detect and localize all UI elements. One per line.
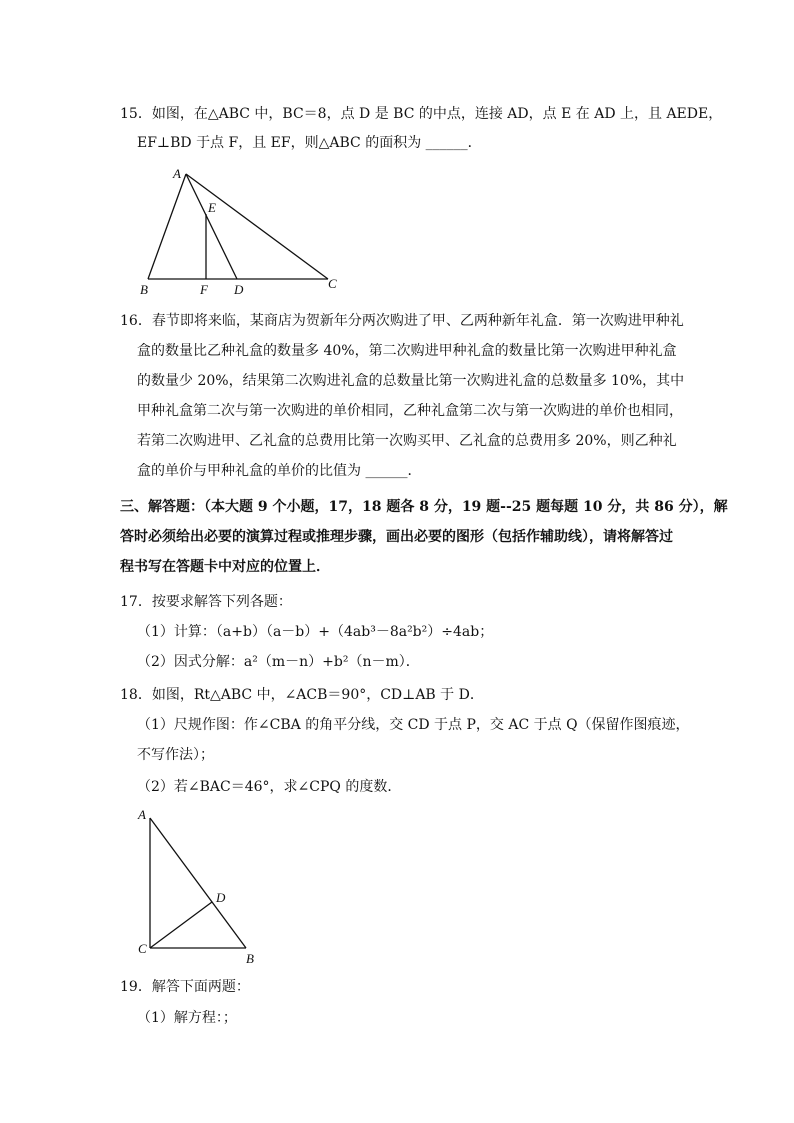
label-E: E	[208, 200, 216, 215]
q15-line-2: EF⊥BD 于点 F，且 EF，则△ABC 的面积为 ______．	[137, 135, 482, 151]
q15-triangle-figure	[130, 160, 350, 300]
q16-line-4: 甲种礼盒第二次与第一次购进的单价相同，乙种礼盒第二次与第一次购进的单价也相同，	[137, 403, 683, 419]
label-D: D	[216, 890, 226, 905]
label-B: B	[140, 282, 148, 297]
label-C: C	[138, 941, 147, 956]
q18-right-triangle-figure	[130, 805, 270, 970]
q18-part-2: （2）若∠BAC＝46°，求∠CPQ 的度数．	[137, 779, 402, 795]
q15-line-1: 15．如图，在△ABC 中，BC＝8，点 D 是 BC 的中点，连接 AD，点 E 在 AD 上，且 AEDE，	[120, 106, 723, 122]
label-B: B	[246, 951, 254, 966]
q16-line-3: 的数量少 20%，结果第二次购进礼盒的总数量比第一次购进礼盒的总数量多 10%，其中	[137, 373, 685, 389]
label-A: A	[173, 166, 181, 181]
q18-part-1-line-1: （1）尺规作图：作∠CBA 的角平分线，交 CD 于点 P，交 AC 于点 Q（保留作图痕迹，	[137, 717, 690, 733]
section3-line-1: 三、解答题：（本大题 9 个小题，17，18 题各 8 分，19 题--25 题每题 10 分，共 86 分），解	[120, 499, 728, 515]
q16-line-6: 盒的单价与甲种礼盒的单价的比值为 ______．	[137, 463, 422, 479]
q16-line-5: 若第二次购进甲、乙礼盒的总费用比第一次购买甲、乙礼盒的总费用多 20%，则乙种礼	[137, 433, 677, 449]
section3-line-3: 程书写在答题卡中对应的位置上．	[120, 559, 330, 575]
q17-part-2: （2）因式分解：a²（m－n）+b²（n－m）．	[137, 654, 420, 670]
q16-line-1: 16．春节即将来临，某商店为贺新年分两次购进了甲、乙两种新年礼盒．第一次购进甲种礼	[120, 313, 684, 329]
q16-line-2: 盒的数量比乙种礼盒的数量多 40%，第二次购进甲种礼盒的数量比第一次购进甲种礼盒	[137, 343, 677, 359]
segment-AB	[148, 174, 186, 279]
label-C: C	[328, 276, 337, 291]
q19-title: 19．解答下面两题：	[120, 979, 250, 995]
label-A: A	[138, 807, 146, 822]
section3-line-2: 答时必须给出必要的演算过程或推理步骤，画出必要的图形（包括作辅助线），请将解答过	[120, 529, 673, 545]
segment-CD	[150, 902, 212, 948]
segment-AD	[186, 174, 237, 279]
segment-AC	[186, 174, 328, 279]
q18-title: 18．如图，Rt△ABC 中，∠ACB＝90°，CD⊥AB 于 D．	[120, 687, 484, 703]
label-F: F	[200, 282, 208, 297]
q17-part-1: （1）计算：（a+b）（a－b）+（4ab³－8a²b²）÷4ab；	[137, 624, 494, 640]
label-D: D	[234, 282, 244, 297]
segment-AB	[150, 818, 246, 948]
q17-title: 17．按要求解答下列各题：	[120, 594, 292, 610]
q18-part-1-line-2: 不写作法）；	[137, 747, 214, 763]
q19-part-1: （1）解方程：；	[137, 1010, 237, 1026]
